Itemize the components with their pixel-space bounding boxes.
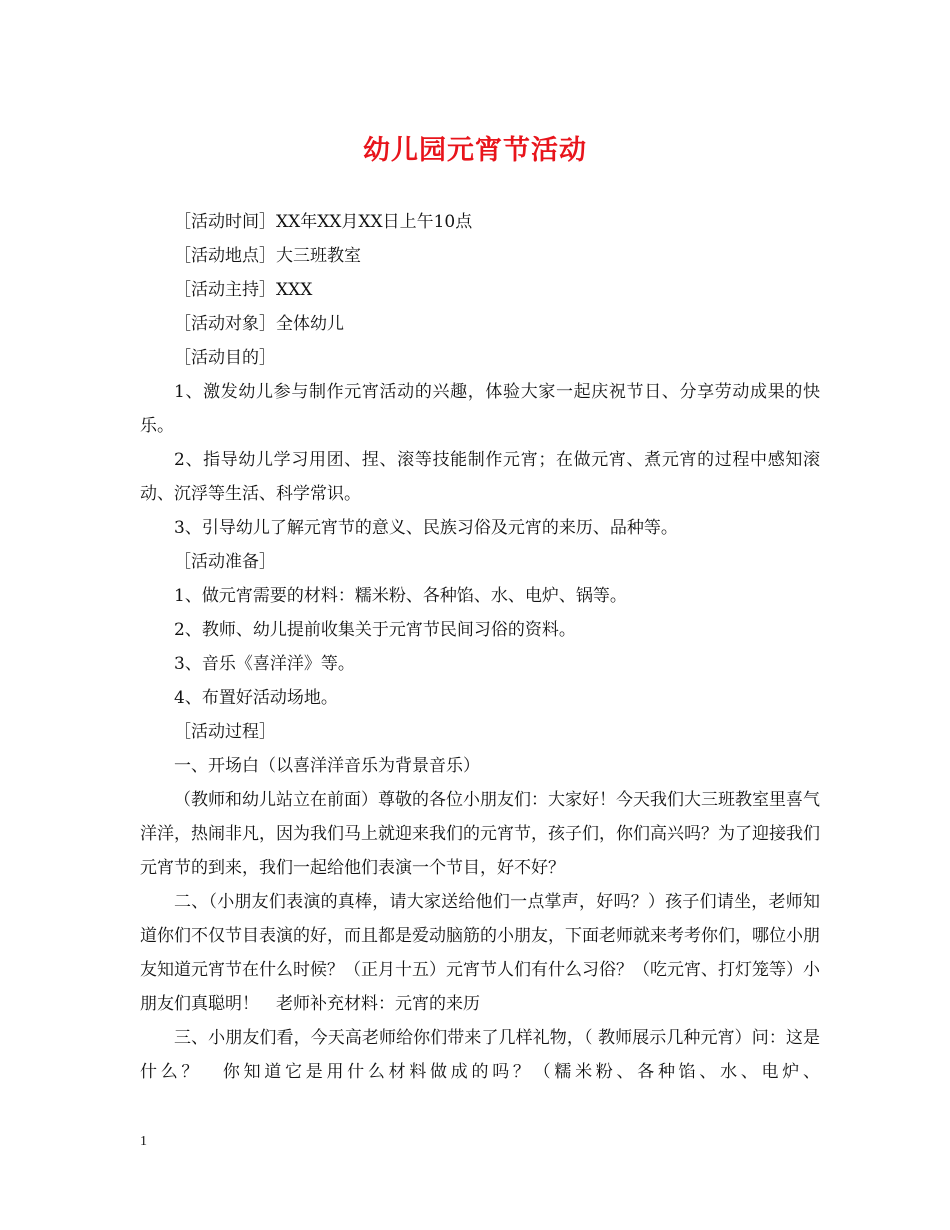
paragraph-process-greeting: （教师和幼儿站立在前面）尊敬的各位小朋友们：大家好！今天我们大三班教室里喜气洋洋，热闹非凡，因为我们马上就迎来我们的元宵节，孩子们，你们高兴吗？为了迎接我们元宵节的到来，我们一起给他们表演一个节目，好不好？ — [140, 790, 820, 878]
paragraph-activity-host: ［活动主持］XXX — [174, 280, 313, 300]
paragraph-process-step-2: 二、（小朋友们表演的真棒，请大家送给他们一点掌声，好吗？）孩子们请坐，老师知道你们不仅节目表演的好，而且都是爱动脑筋的小朋友，下面老师就来考考你们，哪位小朋友知道元宵节在什么时候？（正月十五）元宵节人们有什么习俗？（吃元宵、打灯笼等）小朋友们真聪明！ 老师补充材料：元宵的来历 — [140, 892, 820, 1014]
heading-activity-goals: ［活动目的］ — [174, 348, 276, 368]
document-body — [140, 205, 820, 1089]
paragraph-activity-location: ［活动地点］大三班教室 — [174, 246, 361, 266]
paragraph-goal-2: 2、指导幼儿学习用团、捏、滚等技能制作元宵；在做元宵、煮元宵的过程中感知滚动、沉浮等生活、科学常识。 — [140, 450, 820, 504]
paragraph-prep-1: 1、做元宵需要的材料：糯米粉、各种馅、水、电炉、锅等。 — [174, 586, 627, 606]
paragraph-goal-3: 3、引导幼儿了解元宵节的意义、民族习俗及元宵的来历、品种等。 — [174, 518, 678, 538]
paragraph-prep-3: 3、音乐《喜洋洋》等。 — [174, 654, 355, 674]
paragraph-prep-2: 2、教师、幼儿提前收集关于元宵节民间习俗的资料。 — [174, 620, 576, 640]
paragraph-activity-time: ［活动时间］XX年XX月XX日上午10点 — [174, 212, 473, 232]
paragraph-process-step-3: 三、小朋友们看，今天高老师给你们带来了几样礼物，（ 教师展示几种元宵）问：这是什么？ 你知道它是用什么材料做成的吗？（糯米粉、各种馅、水、电炉、 — [140, 1028, 820, 1082]
heading-activity-preparation: ［活动准备］ — [174, 552, 276, 572]
paragraph-activity-audience: ［活动对象］全体幼儿 — [174, 314, 344, 334]
paragraph-prep-4: 4、布置好活动场地。 — [174, 688, 338, 708]
paragraph-goal-1: 1、激发幼儿参与制作元宵活动的兴趣，体验大家一起庆祝节日、分享劳动成果的快乐。 — [140, 382, 820, 436]
heading-activity-process: ［活动过程］ — [174, 722, 276, 742]
paragraph-process-opening: 一、开场白（以喜洋洋音乐为背景音乐） — [174, 756, 480, 776]
page-number: 1 — [140, 1134, 147, 1149]
page-title: 幼儿园元宵节活动 — [363, 135, 587, 166]
